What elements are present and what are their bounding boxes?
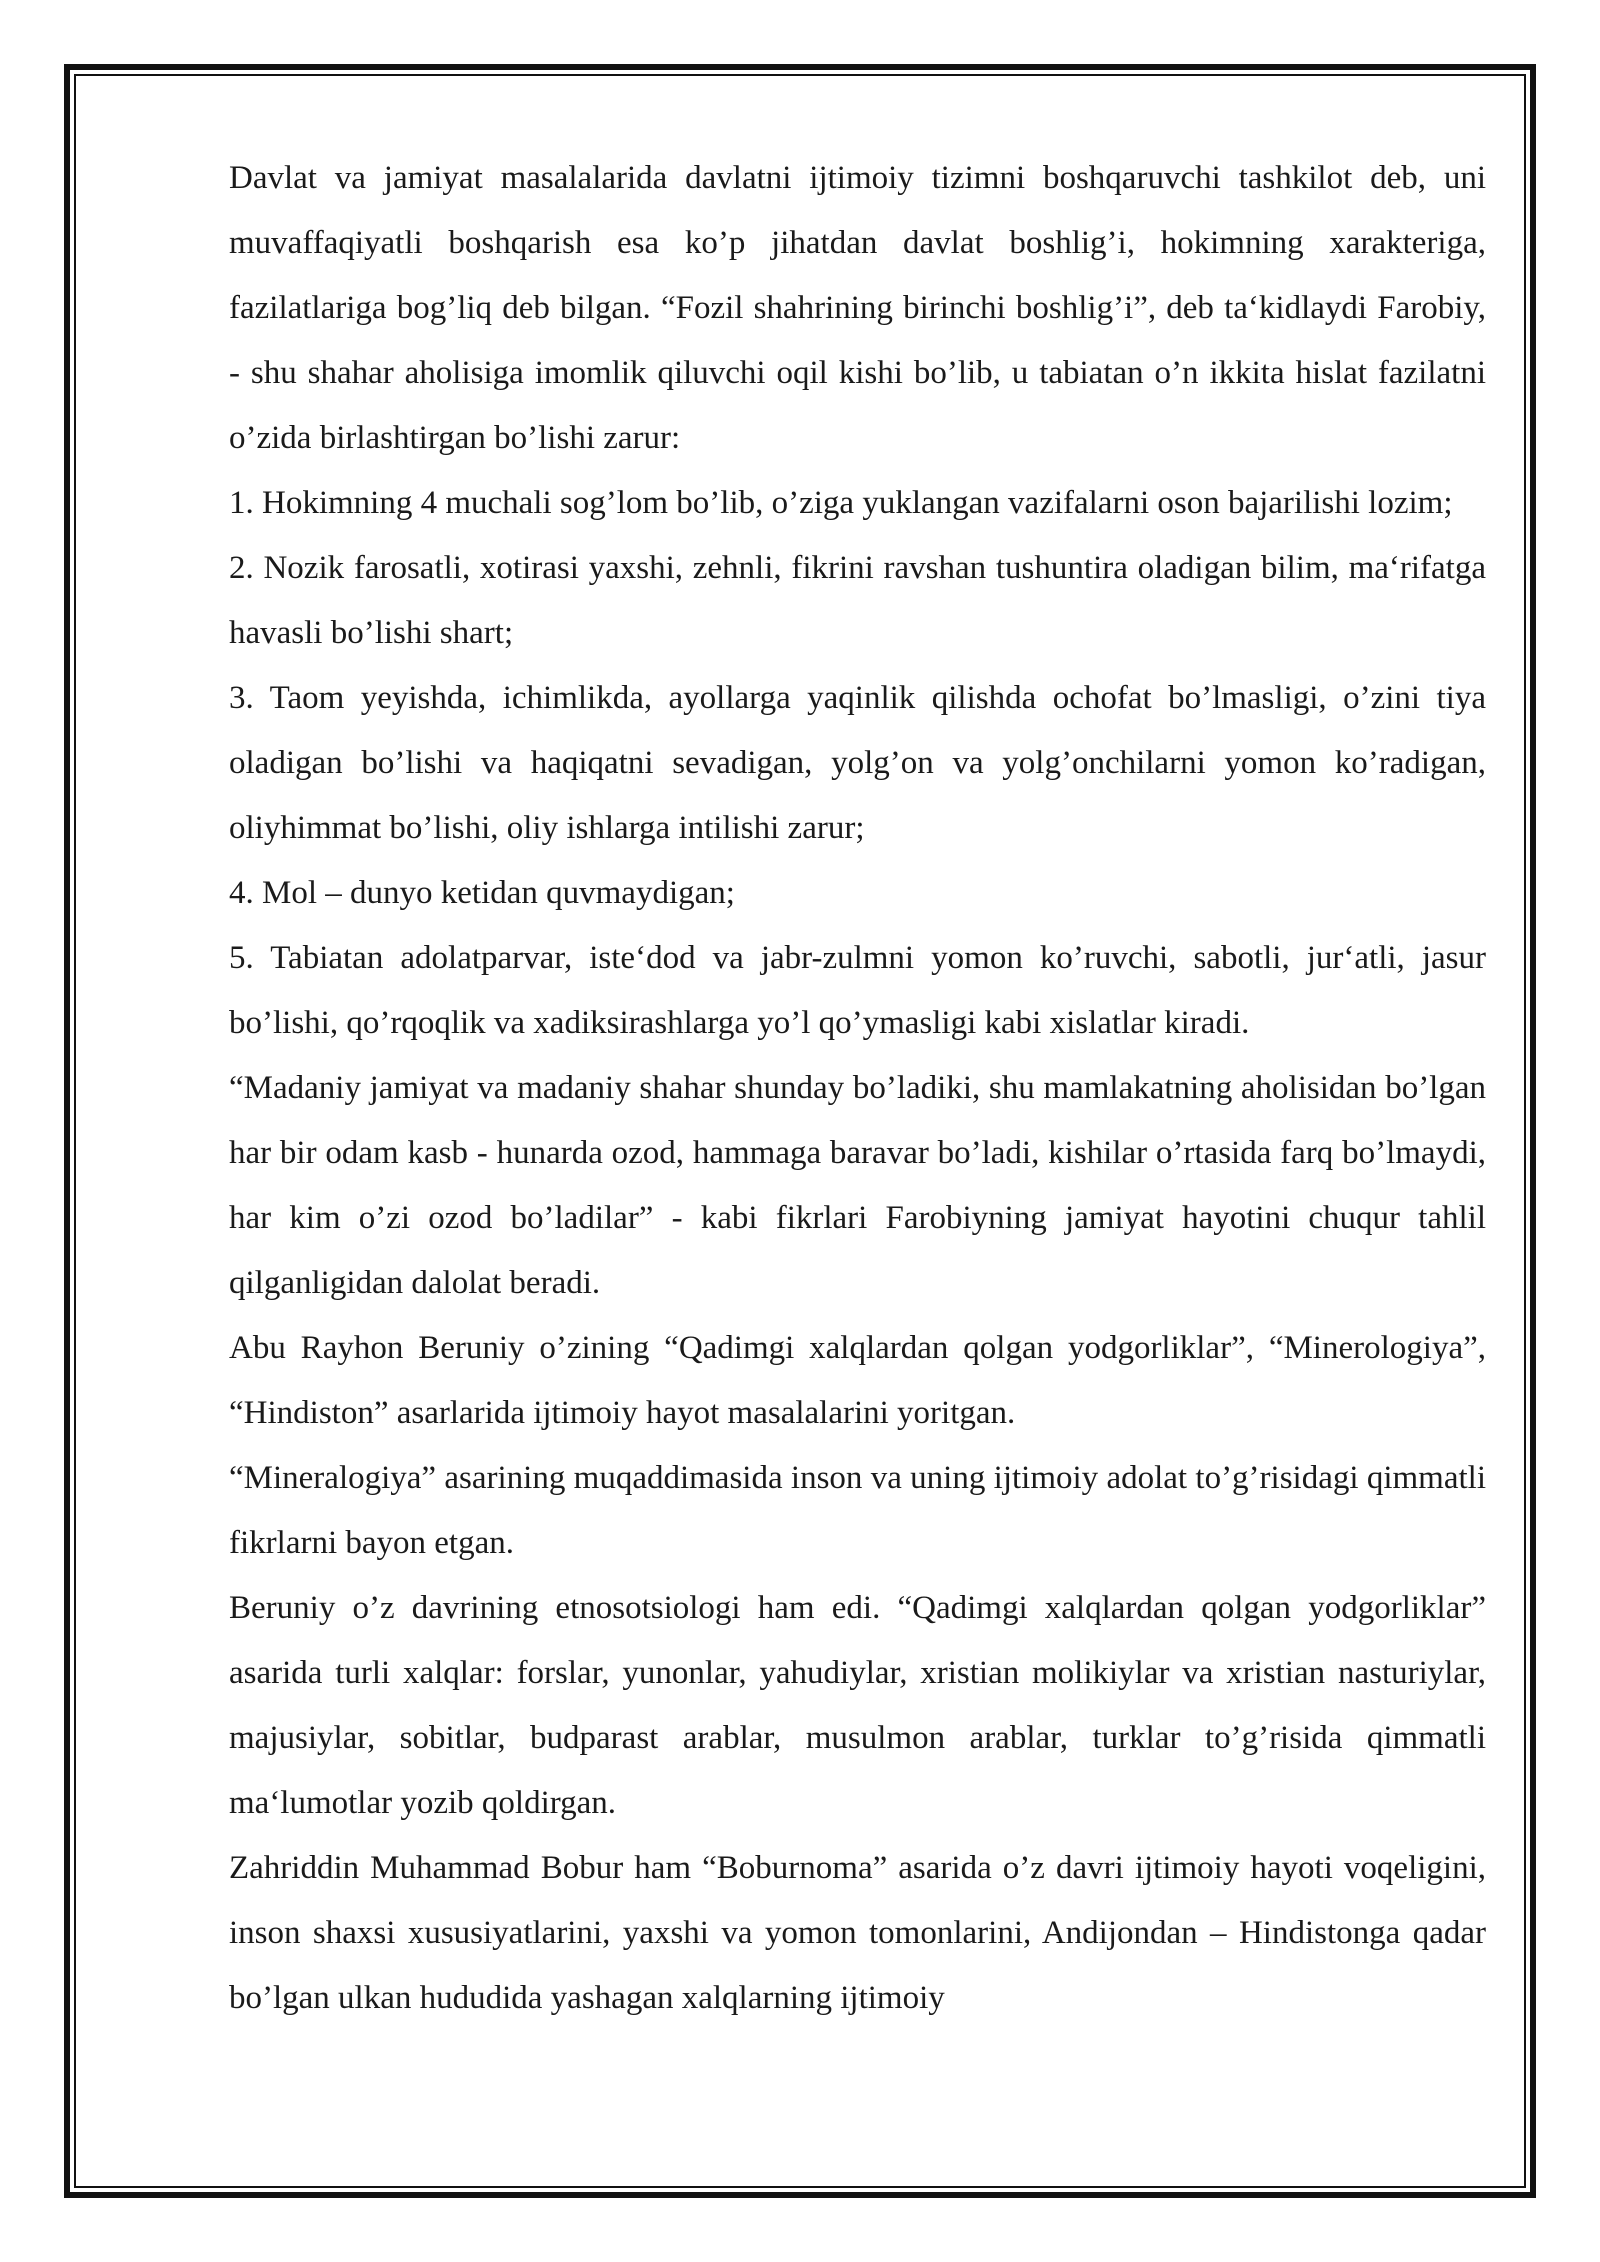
list-item-3: 3. Taom yeyishda, ichimlikda, ayollarga yaqinlik qilishda ochofat bo’lmasligi, o’zini tiya oladigan bo’lishi va haqiqatni sevadigan, yolg’on va yolg’onchilarni yomon ko’radigan, oliyhimmat bo’lishi, oliy ishlarga intilishi zarur; [229,680,1486,846]
paragraph-quote: “Madaniy jamiyat va madaniy shahar shunday bo’ladiki, shu mamlakatning aholisidan bo’lgan har bir odam kasb - hunarda ozod, hammaga baravar bo’ladi, kishilar o’rtasida farq bo’lmaydi, har kim o’zi ozod bo’ladilar” - kabi fikrlari Farobiyning jamiyat hayotini chuqur tahlil qilganligidan dalolat beradi. [229,1070,1486,1301]
paragraph-mineralogiya: “Mineralogiya” asarining muqaddimasida inson va uning ijtimoiy adolat to’g’risidagi qimmatli fikrlarni bayon etgan. [229,1460,1486,1561]
paragraph-beruniy-works: Abu Rayhon Beruniy o’zining “Qadimgi xalqlardan qolgan yodgorliklar”, “Minerologiya”, “Hindiston” asarlarida ijtimoiy hayot masalalarini yoritgan. [229,1330,1486,1431]
list-item-5: 5. Tabiatan adolatparvar, iste‘dod va jabr-zulmni yomon ko’ruvchi, sabotli, jur‘atli, jasur bo’lishi, qo’rqoqlik va xadiksirashlarga yo’l qo’ymasligi kabi xislatlar kiradi. [229,940,1486,1041]
paragraph-intro: Davlat va jamiyat masalalarida davlatni ijtimoiy tizimni boshqaruvchi tashkilot deb, uni muvaffaqiyatli boshqarish esa ko’p jihatdan davlat boshlig’i, hokimning xarakteriga, fazilatlariga bog’liq deb bilgan. “Fozil shahrining birinchi boshlig’i”, deb ta‘kidlaydi Farobiy, - shu shahar aholisiga imomlik qiluvchi oqil kishi bo’lib, u tabiatan o’n ikkita hislat fazilatni o’zida birlashtirgan bo’lishi zarur: [229,160,1486,456]
paragraph-beruniy-ethno: Beruniy o’z davrining etnosotsiologi ham edi. “Qadimgi xalqlardan qolgan yodgorliklar” asarida turli xalqlar: forslar, yunonlar, yahudiylar, xristian molikiylar va xristian nasturiylar, majusiylar, sobitlar, budparast arablar, musulmon arablar, turklar to’g’risida qimmatli ma‘lumotlar yozib qoldirgan. [229,1590,1486,1821]
paragraph-bobur: Zahriddin Muhammad Bobur ham “Boburnoma” asarida o’z davri ijtimoiy hayoti voqeligini, inson shaxsi xususiyatlarini, yaxshi va yomon tomonlarini, Andijondan – Hindistonga qadar bo’lgan ulkan hududida yashagan xalqlarning ijtimoiy [229,1850,1486,2016]
list-item-4: 4. Mol – dunyo ketidan quvmaydigan; [229,875,735,911]
list-item-1: 1. Hokimning 4 muchali sog’lom bo’lib, o’ziga yuklangan vazifalarni oson bajarilishi lozim; [229,485,1453,521]
document-body [229,146,1486,2031]
list-item-2: 2. Nozik farosatli, xotirasi yaxshi, zehnli, fikrini ravshan tushuntira oladigan bilim, ma‘rifatga havasli bo’lishi shart; [229,550,1486,651]
